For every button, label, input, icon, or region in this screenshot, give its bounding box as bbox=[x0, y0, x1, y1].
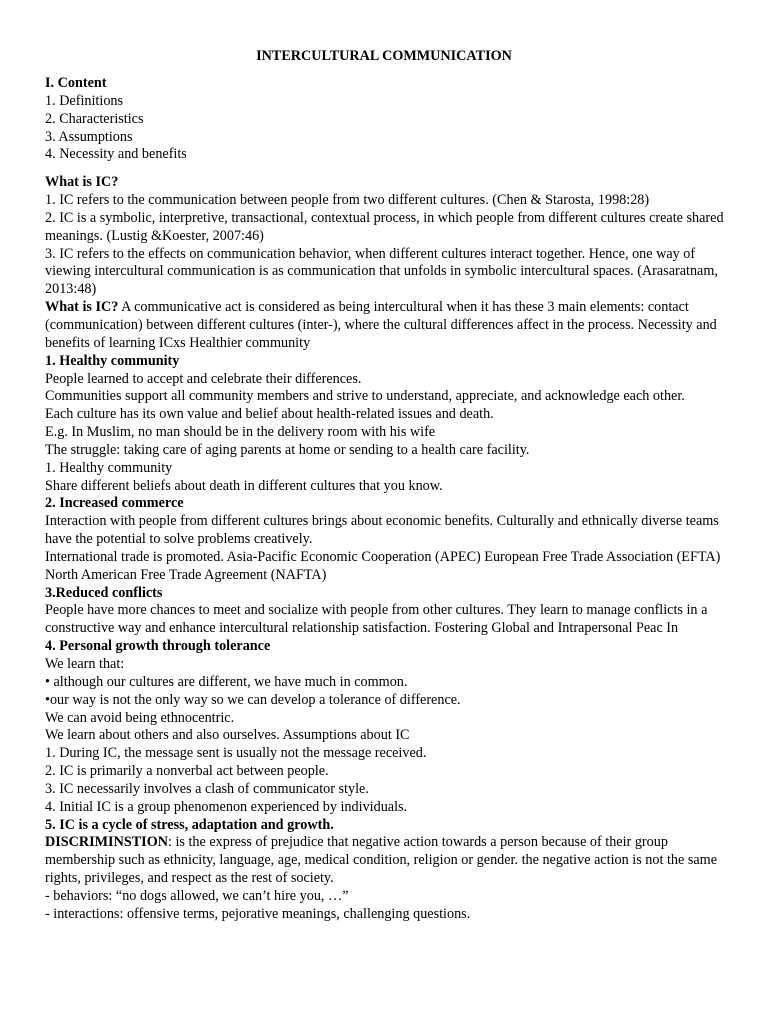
paragraph-line: Communities support all community members and strive to understand, appreciate, and acknowledge each other. bbox=[45, 388, 685, 405]
content-heading: I. Content bbox=[45, 75, 107, 91]
paragraph-line: E.g. In Muslim, no man should be in the delivery room with his wife bbox=[45, 424, 436, 441]
cycle-heading: 5. IC is a cycle of stress, adaptation and growth. bbox=[45, 816, 334, 833]
what-is-ic-paragraph bbox=[45, 299, 735, 353]
bullet-line: •our way is not the only way so we can develop a tolerance of difference. bbox=[45, 691, 461, 708]
what-is-ic-heading: What is IC? bbox=[45, 174, 119, 191]
paragraph-line: Interaction with people from different cultures brings about economic benefits. Culturally and ethnically diverse teams have the potential to solve problems creatively. bbox=[45, 513, 719, 548]
content-item: 3. Assumptions bbox=[45, 128, 133, 145]
paragraph-line: Share different beliefs about death in different cultures that you know. bbox=[45, 477, 443, 494]
paragraph-line: We can avoid being ethnocentric. bbox=[45, 709, 235, 726]
increased-commerce-heading: 2. Increased commerce bbox=[45, 495, 184, 512]
paragraph-line: The struggle: taking care of aging parents at home or sending to a health care facility. bbox=[45, 441, 530, 458]
paragraph-line: - interactions: offensive terms, pejorative meanings, challenging questions. bbox=[45, 905, 471, 922]
paragraph-line: People learned to accept and celebrate their differences. bbox=[45, 370, 362, 387]
paragraph-line: Each culture has its own value and belief about health-related issues and death. bbox=[45, 406, 494, 423]
paragraph-line: We learn that: bbox=[45, 656, 125, 672]
document-title: INTERCULTURAL COMMUNICATION bbox=[256, 48, 512, 64]
paragraph-line: - behaviors: “no dogs allowed, we can’t hire you, …” bbox=[45, 887, 349, 904]
discrimination-label: DISCRIMINSTION bbox=[45, 834, 168, 851]
discrimination-text: : is the express of prejudice that negative action towards a person because of their group membership such as ethnicity, language, age, medical condition, religion or gender. the negative action is not the same rights, privileges, and respect as the rest of society. bbox=[45, 834, 717, 887]
content-item: 4. Necessity and benefits bbox=[45, 146, 187, 163]
content-item: 2. Characteristics bbox=[45, 110, 144, 127]
paragraph-line: People have more chances to meet and socialize with people from other cultures. They learn to manage conflicts in a constructive way and enhance intercultural relationship satisfaction. Fostering Global and Intrapersonal Peac In bbox=[45, 602, 708, 637]
paragraph-line: International trade is promoted. Asia-Pacific Economic Cooperation (APEC) European Free Trade Association (EFTA) North American Free Trade Agreement (NAFTA) bbox=[45, 548, 721, 583]
paragraph-line: We learn about others and also ourselves. Assumptions about IC bbox=[45, 727, 410, 744]
healthy-community-heading: 1. Healthy community bbox=[45, 352, 180, 369]
discrimination-paragraph bbox=[45, 834, 735, 888]
definition-item: 2. IC is a symbolic, interpretive, transactional, contextual process, in which people from different cultures create shared meanings. (Lustig &Koester, 2007:46) bbox=[45, 209, 724, 244]
assumption-item: 1. During IC, the message sent is usually not the message received. bbox=[45, 745, 427, 762]
definition-item: 1. IC refers to the communication between people from two different cultures. (Chen & Starosta, 1998:28) bbox=[45, 192, 650, 209]
personal-growth-heading: 4. Personal growth through tolerance bbox=[45, 638, 271, 655]
paragraph-line: 1. Healthy community bbox=[45, 459, 173, 476]
assumption-item: 4. Initial IC is a group phenomenon experienced by individuals. bbox=[45, 798, 408, 815]
definition-item: 3. IC refers to the effects on communication behavior, when different cultures interact together. Hence, one way of viewing intercultural communication is as communication that unfolds in symbolic intercultural spaces. (Arasaratnam, 2013:48) bbox=[45, 245, 718, 298]
assumption-item: 2. IC is primarily a nonverbal act between people. bbox=[45, 763, 329, 780]
what-is-ic-text: A communicative act is considered as being intercultural when it has these 3 main elements: contact (communication) between different cultures (inter-), where the cultural differences affect in the process. Necessity and benefits of learning ICxs Healthier community bbox=[45, 299, 717, 351]
document-body bbox=[45, 75, 735, 924]
what-is-ic-label: What is IC? bbox=[45, 299, 119, 316]
bullet-line: • although our cultures are different, we have much in common. bbox=[45, 673, 408, 690]
assumption-item: 3. IC necessarily involves a clash of communicator style. bbox=[45, 780, 369, 797]
content-item: 1. Definitions bbox=[45, 92, 124, 109]
reduced-conflicts-heading: 3.Reduced conflicts bbox=[45, 584, 163, 601]
